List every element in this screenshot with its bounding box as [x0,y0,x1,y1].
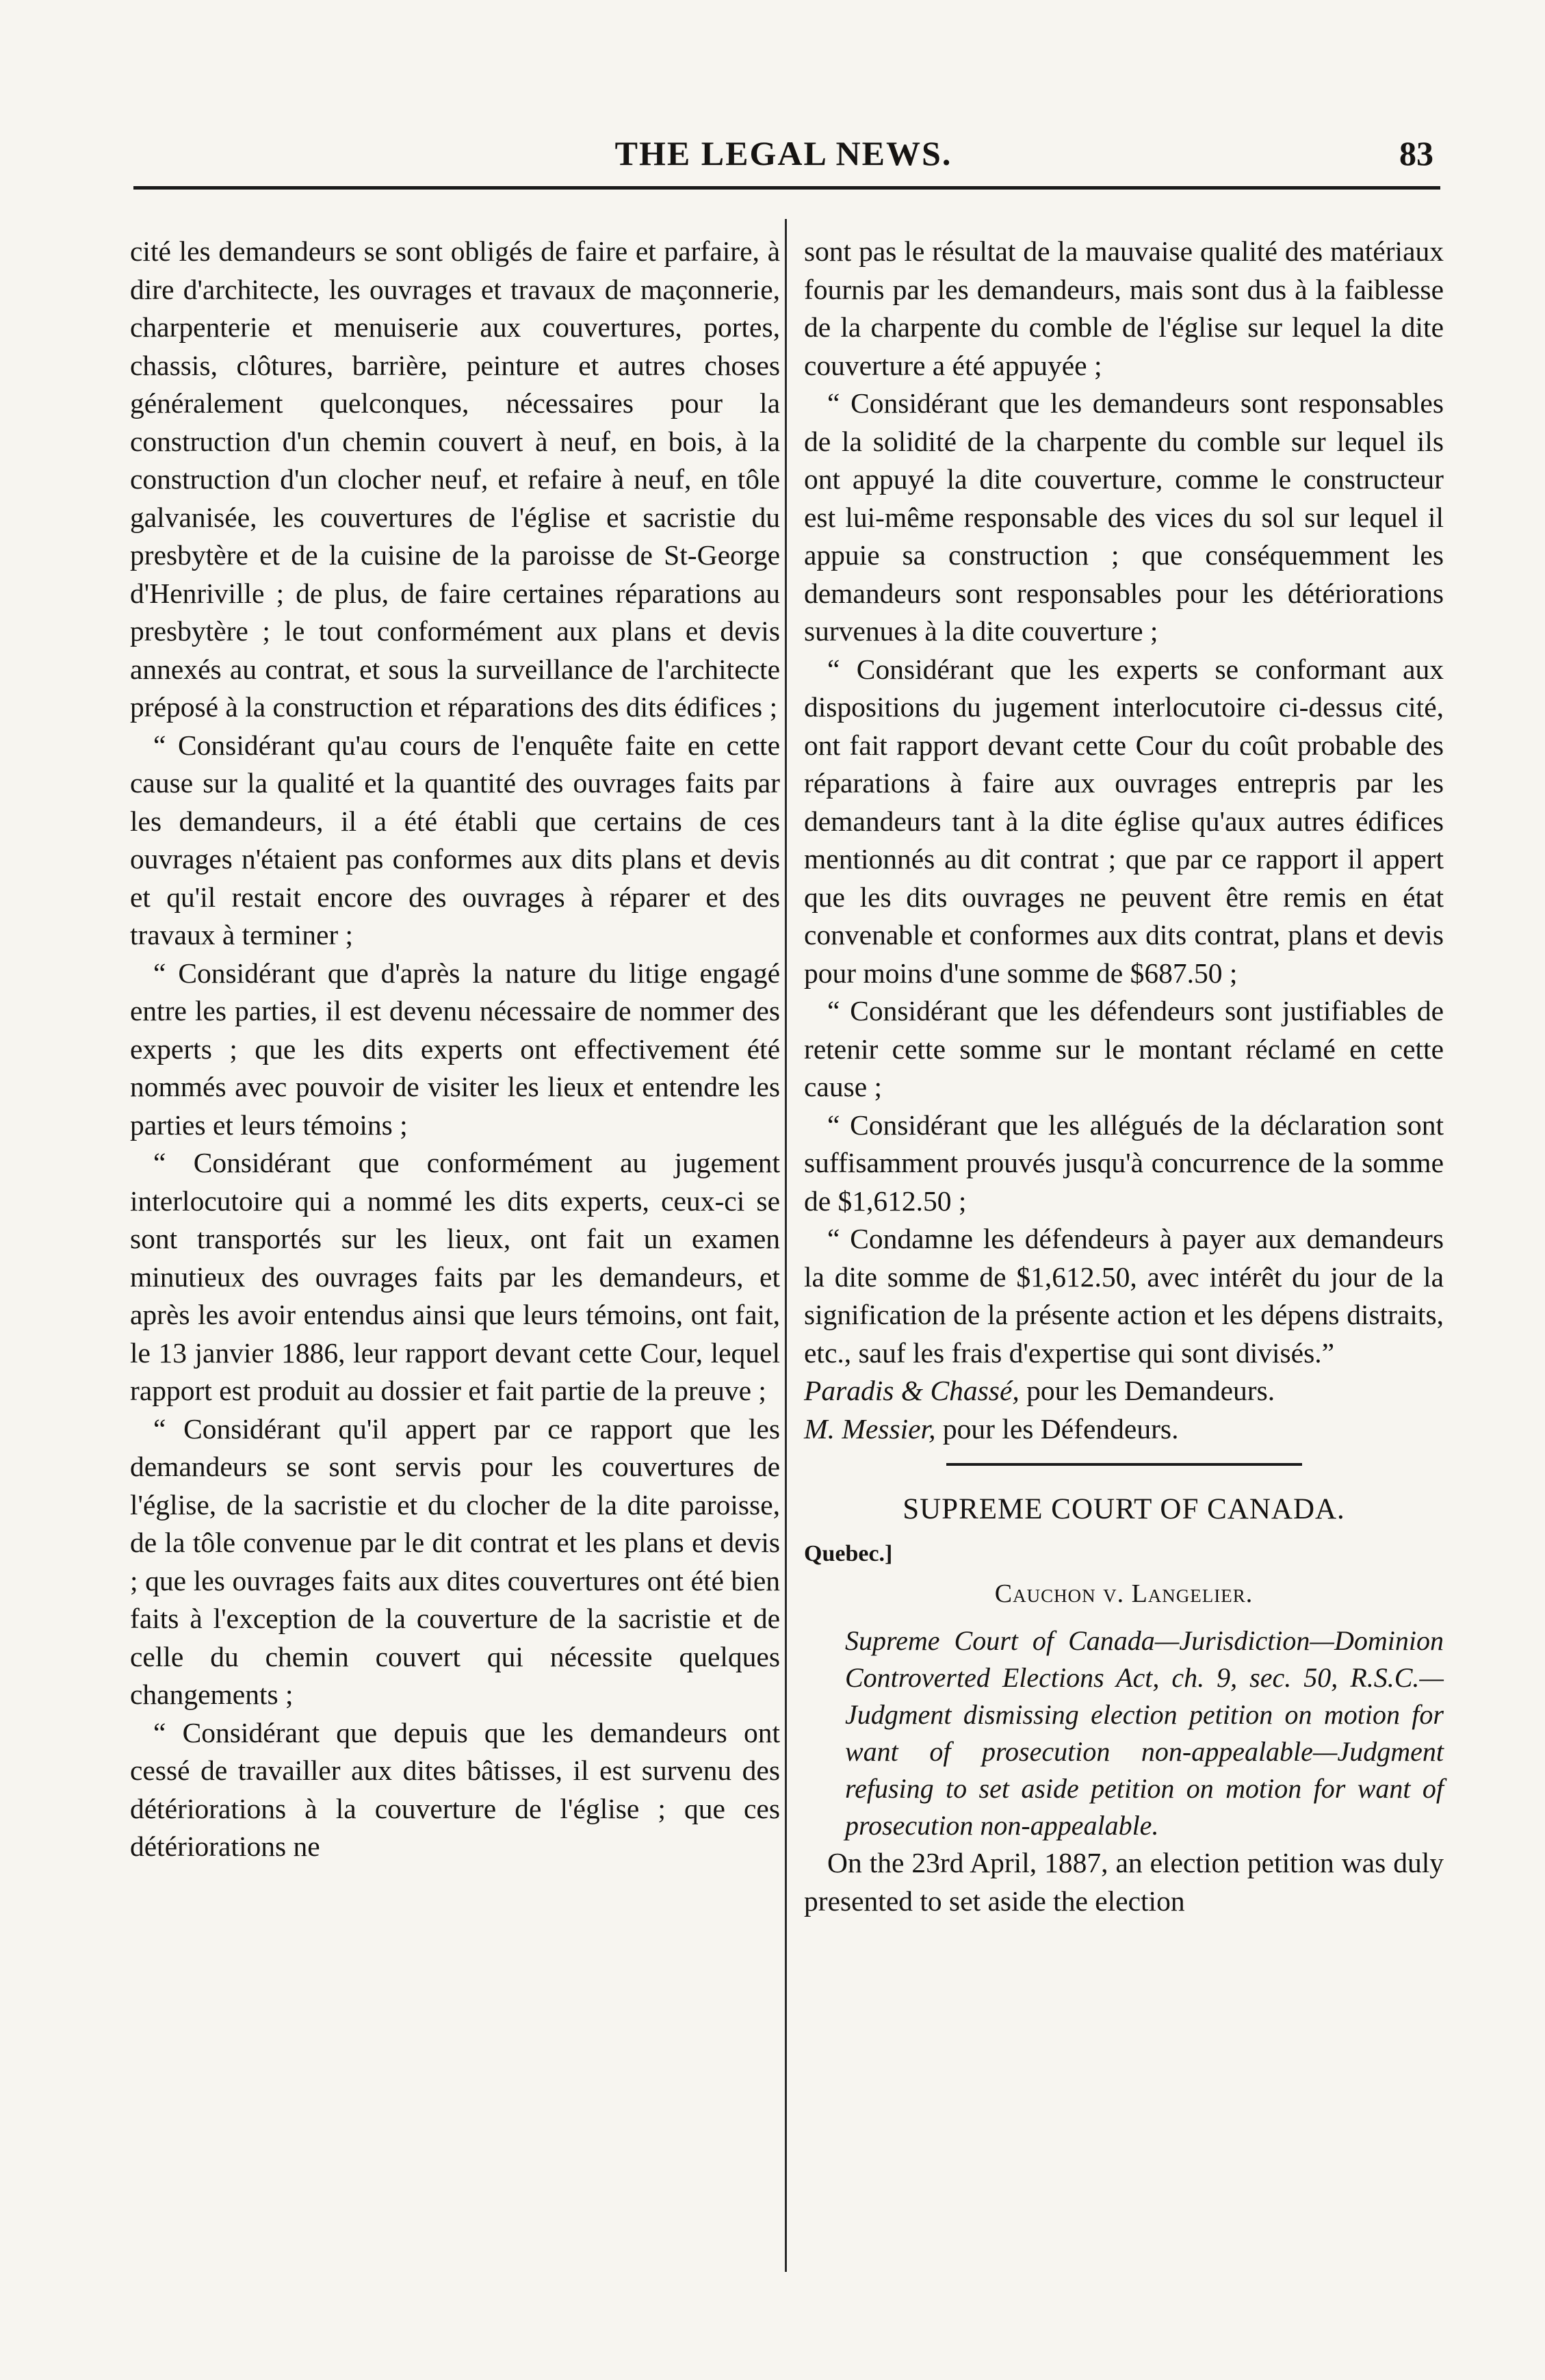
column-divider [785,219,787,2272]
section-title: SUPREME COURT OF CANADA. [903,1493,1345,1525]
paragraph: cité les demandeurs se sont obligés de faire et parfaire, à dire d'architecte, les ouvrages et travaux de maçonnerie, charpenterie et menuiserie aux couvertures, portes, chassis, clôtures, barrière, peinture et autres choses généralement quelconques, nécessaires pour la construction d'un chemin couvert à neuf, en bois, à la construction d'un clocher neuf, et refaire à neuf, en tôle galvanisée, les couvertures de l'église et sacristie du presbytère et de la cuisine de la paroisse de St-George d'Henriville ; de plus, de faire certaines réparations au presbytère ; le tout conformément aux plans et devis annexés au contrat, et sous la surveillance de l'architecte préposé à la construction et réparations des dits édifices ; [130,235,780,723]
counsel-role: pour les Demandeurs. [1019,1375,1275,1406]
paragraph: “ Considérant qu'au cours de l'enquête faite en cette cause sur la qualité et la quantité des ouvrages faits par les demandeurs, il a été établi que certains de ces ouvrages n'étaient pas conformes aux dits plans et devis et qu'il restait encore des ouvrages à réparer et des travaux à terminer ; [130,729,780,950]
headnote: Supreme Court of Canada—Jurisdiction—Dominion Controverted Elections Act, ch. 9, sec. 50, R.S.C.—Judgment dismissing election petition on motion for want of prosecution non-appealable—Judgment refusing to set aside petition on motion for want of prosecution non-appealable. [845,1625,1444,1841]
right-column [804,233,1444,1920]
paragraph: “ Condamne les défendeurs à payer aux demandeurs la dite somme de $1,612.50, avec intérêt du jour de la signification de la présente action et les dépens distraits, etc., sauf les frais d'expertise qui sont divisés.” [804,1223,1444,1369]
paragraph: “ Considérant que les défendeurs sont justifiables de retenir cette somme sur le montant réclamé en cette cause ; [804,995,1444,1102]
section-rule [946,1463,1302,1466]
paragraph: “ Considérant que les allégués de la déclaration sont suffisamment prouvés jusqu'à concurrence de la somme de $1,612.50 ; [804,1109,1444,1217]
paragraph: “ Considérant que les demandeurs sont responsables de la solidité de la charpente du comble sur lequel ils ont appuyé la dite couverture, comme le constructeur est lui-même responsable des vices du sol sur lequel il appuie sa construction ; que conséquemment les demandeurs sont responsables pour les détériorations survenues à la dite couverture ; [804,387,1444,647]
paragraph: sont pas le résultat de la mauvaise qualité des matériaux fournis par les demandeurs, mais sont dus à la faiblesse de la charpente du comble de l'église sur lequel la dite couverture a été appuyée ; [804,235,1444,381]
paragraph: “ Considérant que d'après la nature du litige engagé entre les parties, il est devenu nécessaire de nommer des experts ; que les dits experts ont effectivement été nommés avec pouvoir de visiter les lieux et entendre les parties et leurs témoins ; [130,957,780,1141]
page-number: 83 [1399,134,1433,172]
case-title: Cauchon v. Langelier. [994,1579,1254,1608]
counsel-name: M. Messier, [804,1412,936,1445]
counsel-line-defendants [804,1410,1444,1449]
running-title: THE LEGAL NEWS. [614,134,952,172]
header-rule [133,186,1440,190]
counsel-role: pour les Défendeurs. [935,1412,1179,1445]
province-label: Quebec.] [804,1540,893,1566]
counsel-name: Paradis & Chassé, [804,1375,1020,1406]
paragraph: “ Considérant que depuis que les demandeurs ont cessé de travailler aux dites bâtisses, il est survenu des détériorations à la couverture de l'église ; que ces détériorations ne [130,1716,780,1862]
paragraph: “ Considérant qu'il appert par ce rapport que les demandeurs se sont servis pour les couvertures de l'église, de la sacristie et du clocher de la dite paroisse, de la tôle convenue par le dit contrat et les plans et devis ; que les ouvrages faits aux dites couvertures ont été bien faits à l'exception de la couverture de la sacristie et de celle du chemin couvert qui nécessite quelques changements ; [130,1412,780,1710]
left-column [130,233,780,1866]
running-head [133,133,1433,181]
paragraph: “ Considérant que les experts se conformant aux dispositions du jugement interlocutoire ci-dessus cité, ont fait rapport devant cette Cour du coût probable des réparations à faire aux ouvrages entrepris par les demandeurs tant à la dite église qu'aux autres édifices mentionnés au dit contrat ; que par ce rapport il appert que les dits ouvrages ne peuvent être remis en état convenable et conformes aux dits contrat, plans et devis pour moins d'une somme de $687.50 ; [804,653,1444,989]
paragraph: On the 23rd April, 1887, an election petition was duly presented to set aside the election [804,1847,1444,1917]
paragraph: “ Considérant que conformément au jugement interlocutoire qui a nommé les dits experts, ceux-ci se sont transportés sur les lieux, ont fait un examen minutieux des ouvrages faits par les demandeurs, et après les avoir entendus ainsi que leurs témoins, ont fait, le 13 janvier 1886, leur rapport devant cette Cour, lequel rapport est produit au dossier et fait partie de la preuve ; [130,1147,780,1406]
counsel-line-plaintiffs [804,1372,1444,1410]
